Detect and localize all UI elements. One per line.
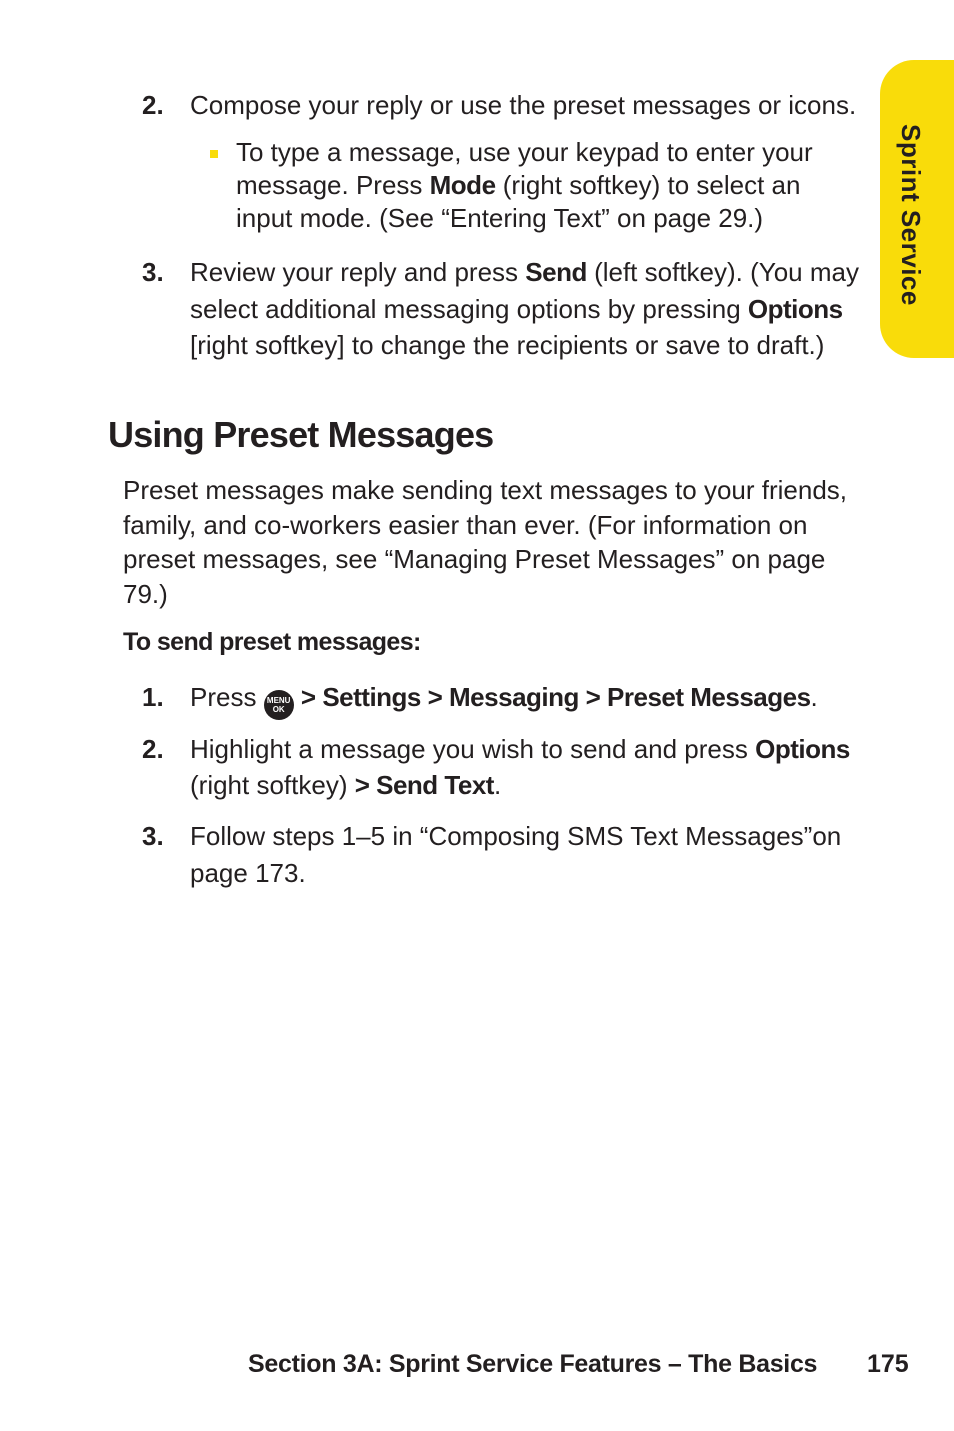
step-text: Highlight a message you wish to send and press Options (right softkey) > Send Text.: [190, 734, 850, 800]
step-text: Press MENU OK > Settings > Messaging > Preset Messages.: [190, 680, 862, 720]
section-tab-label: Sprint Service: [896, 124, 926, 306]
step-number: 3.: [142, 821, 164, 851]
step-text: Compose your reply or use the preset messages or icons.: [190, 90, 857, 120]
step-number: 3.: [142, 257, 164, 287]
intro-paragraph: Preset messages make sending text messages to your friends, family, and co-workers easier than ever. (For information on preset messages, see “Managing Preset Messages” on page 79.): [123, 475, 848, 609]
procedure-heading: To send preset messages:: [123, 628, 421, 656]
bullet-square-icon: [210, 150, 218, 158]
step-number: 2.: [142, 90, 164, 120]
options-key-label: Options: [755, 734, 850, 764]
step-number: 2.: [142, 734, 164, 764]
options-key-label: Options: [747, 293, 843, 324]
menu-path: > Settings > Messaging > Preset Messages: [300, 682, 811, 712]
send-text-path: > Send Text: [354, 770, 494, 800]
page-number: 175: [867, 1350, 909, 1378]
section-heading: Using Preset Messages: [108, 414, 494, 455]
send-key-label: Send: [525, 257, 587, 287]
step-number: 1.: [142, 682, 164, 712]
menu-ok-key-icon: MENU OK: [264, 690, 294, 720]
bullet-text: To type a message, use your keypad to enter your message. Press Mode (right softkey) to select an input mode. (See “Entering Text” on page 29.): [236, 137, 813, 233]
step-text: Review your reply and press Send (left softkey). (You may select additional messaging options by pressing Options [right softkey] to change the recipients or save to draft.): [190, 257, 859, 360]
footer-section-title: Section 3A: Sprint Service Features – The Basics: [248, 1350, 818, 1378]
step-text: Follow steps 1–5 in “Composing SMS Text Messages”on page 173.: [190, 821, 842, 888]
mode-key-label: Mode: [429, 170, 496, 200]
